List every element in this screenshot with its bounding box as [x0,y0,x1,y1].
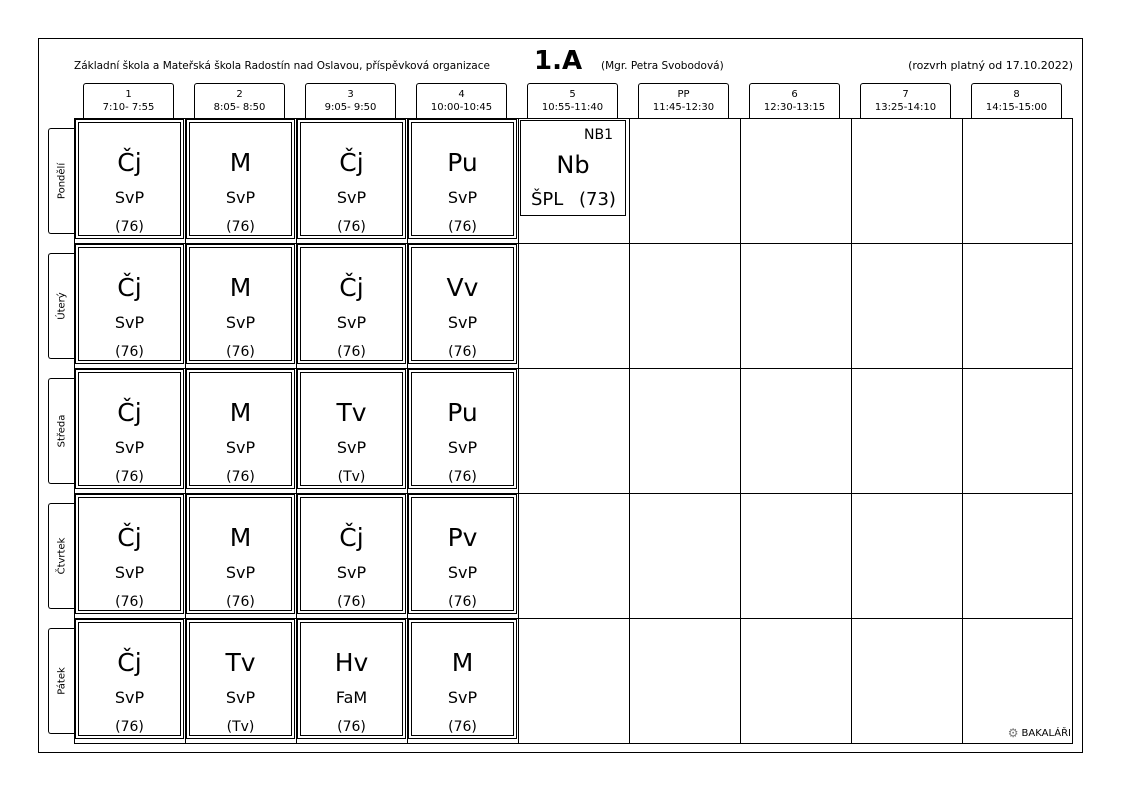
lesson-subject: Nb [556,151,590,179]
lesson-cell-inner [78,372,181,486]
period-header [527,83,618,118]
lesson-room: (76) [115,344,144,360]
lesson-room: (76) [337,719,366,735]
lesson-subject: Vv [446,273,479,302]
day-label-thursday [48,503,74,609]
period-time: 7:10- 7:55 [102,102,155,113]
lesson-cell[interactable] [297,244,406,364]
lesson-teacher: SvP [225,563,256,582]
day-label-monday [48,128,74,234]
day-label-tuesday [48,253,74,359]
period-header [749,83,840,118]
lesson-cell-inner [411,372,514,486]
period-header [638,83,729,118]
lesson-cell[interactable] [297,619,406,739]
lesson-room: (76) [448,469,477,485]
lesson-teacher: SvP [447,438,478,457]
lesson-teacher: SvP [114,688,145,707]
lesson-room: (76) [115,469,144,485]
lesson-cell-inner [411,247,514,361]
lesson-cell[interactable] [408,494,517,614]
lesson-cell[interactable] [408,244,517,364]
lesson-group: NB1 [584,127,613,143]
lesson-cell[interactable] [297,369,406,489]
period-number: 1 [125,89,132,100]
lesson-teacher: SvP [114,313,145,332]
lesson-room: (76) [115,594,144,610]
lesson-room: (76) [337,594,366,610]
lesson-cell-inner [189,247,292,361]
period-header [83,83,174,118]
lesson-cell[interactable] [297,119,406,239]
lesson-cell[interactable] [186,244,295,364]
lesson-cell[interactable] [297,494,406,614]
bakalari-logo-icon: ⚙ [1007,726,1019,740]
lesson-room: (76) [226,344,255,360]
day-name: Středa [56,414,67,448]
lesson-teacher: SvP [447,313,478,332]
period-header [971,83,1062,118]
lesson-room: (76) [226,469,255,485]
lesson-room: (76) [448,594,477,610]
period-number: 2 [236,89,243,100]
lesson-cell-inner [78,497,181,611]
lesson-subject: Čj [339,148,364,177]
period-time: 10:55-11:40 [541,102,604,113]
lesson-subject: Čj [117,648,142,677]
day-label-friday [48,628,74,734]
lesson-cell[interactable] [75,119,184,239]
lesson-cell[interactable] [186,494,295,614]
period-time: 10:00-10:45 [430,102,493,113]
grid-line [962,118,963,744]
lesson-teacher: SvP [114,438,145,457]
lesson-teacher: SvP [447,688,478,707]
lesson-cell[interactable] [75,494,184,614]
lesson-subject: Čj [117,273,142,302]
lesson-cell-inner [411,122,514,236]
lesson-teacher: SvP [114,188,145,207]
lesson-room: (Tv) [337,469,366,485]
grid-line [851,118,852,744]
period-number: PP [677,89,690,100]
lesson-subject: Pu [447,398,478,427]
lesson-room: (76) [448,719,477,735]
period-number: 8 [1013,89,1020,100]
lesson-cell-inner [189,622,292,736]
period-header [305,83,396,118]
lesson-subject: Pu [447,148,478,177]
day-name: Pondělí [56,162,67,200]
lesson-cell[interactable] [408,119,517,239]
lesson-cell[interactable] [75,369,184,489]
lesson-room: (76) [115,719,144,735]
lesson-cell[interactable] [186,619,295,739]
lesson-cell[interactable] [408,619,517,739]
grid-line [629,118,630,744]
lesson-subject: M [229,148,252,177]
lesson-subject: M [451,648,474,677]
group-lesson-cell[interactable] [520,120,626,216]
period-number: 7 [902,89,909,100]
lesson-subject: M [229,398,252,427]
lesson-subject: M [229,523,252,552]
period-number: 4 [458,89,465,100]
lesson-teacher: SvP [225,438,256,457]
day-label-wednesday [48,378,74,484]
lesson-room: (76) [337,344,366,360]
period-number: 3 [347,89,354,100]
period-time: 14:15-15:00 [985,102,1048,113]
lesson-cell-inner [300,247,403,361]
lesson-cell-inner [300,622,403,736]
lesson-cell-inner [78,622,181,736]
lesson-cell[interactable] [408,369,517,489]
lesson-teacher: SvP [447,188,478,207]
period-time: 12:30-13:15 [763,102,826,113]
lesson-cell-inner [411,622,514,736]
day-name: Čtvrtek [56,537,67,575]
lesson-room: (76) [115,219,144,235]
period-number: 6 [791,89,798,100]
lesson-cell-inner [300,497,403,611]
lesson-teacher: FaM [335,688,368,707]
lesson-subject: Čj [117,398,142,427]
lesson-subject: Čj [117,523,142,552]
lesson-room: (76) [448,219,477,235]
lesson-room: (76) [226,594,255,610]
lesson-cell-inner [300,122,403,236]
lesson-cell[interactable] [75,244,184,364]
lesson-cell-inner [189,497,292,611]
lesson-room: (76) [337,219,366,235]
period-time: 9:05- 9:50 [324,102,377,113]
day-name: Úterý [56,292,67,320]
lesson-room: (76) [448,344,477,360]
lesson-cell-inner [189,372,292,486]
lesson-cell[interactable] [186,119,295,239]
lesson-teacher: SvP [114,563,145,582]
period-time: 13:25-14:10 [874,102,937,113]
lesson-teacher: SvP [336,563,367,582]
lesson-teacher: SvP [336,313,367,332]
lesson-cell-inner [189,122,292,236]
brand-name: BAKALÁŘI [1021,727,1071,739]
lesson-subject: Tv [336,398,367,427]
lesson-subject: Tv [225,648,256,677]
bakalari-brand [1008,726,1071,740]
lesson-cell-inner [411,497,514,611]
period-number: 5 [569,89,576,100]
period-time: 11:45-12:30 [652,102,715,113]
lesson-subject: Hv [334,648,369,677]
lesson-cell-inner [78,247,181,361]
class-name: 1.A [534,46,583,76]
lesson-subject: Čj [339,273,364,302]
school-name: Základní škola a Mateřská škola Radostín nad Oslavou, příspěvková organizace [74,60,490,72]
period-header [194,83,285,118]
lesson-teacher: SvP [336,438,367,457]
lesson-cell[interactable] [186,369,295,489]
lesson-cell-inner [78,122,181,236]
lesson-teacher: SvP [225,688,256,707]
lesson-teacher: SvP [225,188,256,207]
period-header [416,83,507,118]
lesson-subject: M [229,273,252,302]
lesson-room: (73) [579,189,616,210]
lesson-cell[interactable] [75,619,184,739]
lesson-room: (Tv) [226,719,255,735]
class-teacher: (Mgr. Petra Svobodová) [601,60,724,72]
lesson-subject: Čj [339,523,364,552]
lesson-teacher: SvP [225,313,256,332]
grid-line [740,118,741,744]
lesson-subject: Pv [447,523,478,552]
lesson-teacher: SvP [447,563,478,582]
lesson-subject: Čj [117,148,142,177]
lesson-room: (76) [226,219,255,235]
lesson-teacher: ŠPL [531,189,564,210]
lesson-cell-inner [300,372,403,486]
lesson-teacher: SvP [336,188,367,207]
grid-line [518,118,519,744]
day-name: Pátek [56,667,67,695]
period-header [860,83,951,118]
period-time: 8:05- 8:50 [213,102,266,113]
valid-from: (rozvrh platný od 17.10.2022) [908,59,1073,72]
